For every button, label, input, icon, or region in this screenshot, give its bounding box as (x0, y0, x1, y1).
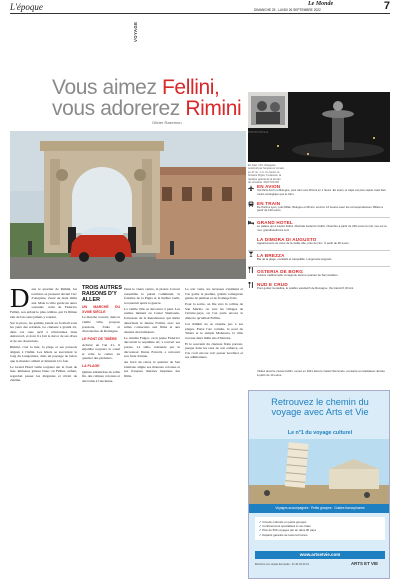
ad-footer-text: Brochure sur simple demande : 01 40 43 20 21 (255, 563, 310, 566)
ad-banner: Voyages accompagnés · Petits groupes · Guides francophones (249, 504, 390, 513)
headline-highlight-1: Fellini, (162, 76, 220, 99)
ad-photo-pisa (249, 439, 390, 505)
paragraph: Le soir venu, les terrasses s'animent et l'on goûte la piadina, galette romagnole garnie de jambon et de fromage frais. (185, 287, 243, 301)
caption-line: fontaine Pigna. Ci-dessus, la (248, 174, 282, 178)
visit-tip: Visitez aussi le musée Fellini, ouvert en 2021 dans le Castel Sismondo, consacré au réalisateur. Entrée à partir de 10 euros. (257, 369, 385, 377)
ad-benefits-list (255, 517, 385, 540)
info-title: LA BREZZA (257, 252, 285, 258)
paragraph: Sur la place, les gamins jouent au football sous les yeux des retraités. Le cinéaste a grandi ici, dans ces rues qu'il a réinventées dans Amarcord, et dont il a fait le décor de ses rêves et de ses obsessions. (10, 320, 77, 343)
sidebar-title: TROIS AUTRES RAISONS D'Y ALLER (82, 285, 122, 304)
info-item-train (248, 201, 390, 213)
caption-line: en 27 av. J.-C. Ci-contre, la (248, 170, 280, 174)
info-item-dimora (248, 237, 390, 246)
section-title: L'époque (10, 2, 43, 12)
info-text: De Paris à Lyon, puis Milan, Bologne et Rimini, environ 12 heures avec les correspondances. Billets à partir de 120 euros. (257, 204, 383, 212)
airplane-icon (248, 185, 254, 191)
paragraph: Quinze kilomètres de sable fin, des cabines colorées et des bains à l'ancienne. (82, 369, 121, 383)
info-item-la-brezza (248, 250, 390, 262)
caption-line: du cimetière. PHOTOS DR (248, 181, 279, 185)
photo-arch-of-augustus (10, 131, 246, 279)
list-item: ✔ Plus de 500 voyages par an dans 90 pays (259, 528, 381, 532)
cocktail-icon (248, 251, 254, 257)
paragraph: Rimini, c'est la mer, la plage et ses parasols alignés à l'infini. Les hôtels se succèdent le long du Lungomare, dans un paysage de béton que le maestro aimait et détestait à la fois. (10, 344, 77, 363)
photo-caption (248, 164, 318, 184)
info-item-grand-hotel (248, 217, 390, 232)
info-text: Le palace qui a inspiré Fellini. Piazzale Federico Fellini. Chambre à partir de 200 euros la nuit, vue sur la mer. grandhotelrimini.com (257, 224, 387, 232)
paragraph: La vieille ville se découvre à pied. Les ruelles mènent au Castel Sismondo, forteresse de la Renaissance qui abrite désormais le musée Fellini, avec ses salles consacrées aux films et aux dessins du réalisateur. (124, 306, 180, 334)
paragraph: Achevé en l'an 21, il enjambe toujours le canal et relie le centre au quartier des pêcheurs. (82, 342, 120, 361)
info-item-nud-e-crud (248, 282, 390, 291)
info-text: Cuisine traditionnelle romagnole dans le quartier de San Giuliano. (257, 272, 339, 277)
info-item-osteria (248, 266, 390, 278)
cutlery-icon (248, 267, 254, 273)
info-text: Pour goûter la piadina, le célèbre sandwich de Romagne. Via Cairoli 8, Rimini. (257, 285, 354, 290)
sidebar-reasons (82, 302, 120, 385)
caption-line: réplique géante de la Ferrari (248, 177, 281, 181)
paragraph: Car Rimini ne se résume pas à ses plages. Entre l'arc romain, le pont de Tibère et le temple Malatesta, la ville raconte deux mille ans d'histoire. (185, 321, 243, 340)
article-column-4 (185, 287, 243, 361)
paragraph: Pour la sortie, on file vers la colline de San Marino ou vers les villages de l'arrière-pays, où l'on parle encore le dialecte qu'aimait Fellini. (185, 302, 243, 320)
ad-subline: Le n°1 du voyage culturel (287, 430, 353, 436)
headline-line-1-text: Vous aimez (52, 76, 162, 99)
info-title: GRAND HOTEL (257, 220, 293, 225)
article-column-3 (124, 287, 180, 380)
bed-icon (248, 219, 254, 225)
headline-line-2-text: vous adorerez (52, 97, 186, 120)
headline-line-2 (52, 98, 262, 119)
caption-line: construit par l'empereur romain, (248, 167, 285, 171)
article-column-1 (10, 283, 77, 384)
caption-line: En haut, l'Arc d'Auguste, (248, 164, 277, 167)
list-item: ✔ Départs garantis de toute la France (259, 533, 381, 537)
paragraph: Le marché couvert, dans la vieille ville, propose poissons, fruits et charcuteries de Romagne. (82, 315, 120, 334)
article-author: Olivier Razemon (152, 120, 182, 125)
headline-highlight-2: Rimini (185, 97, 242, 120)
article-kicker: VOYAGE (133, 21, 138, 42)
ad-website-link[interactable]: www.artsetvie.com (255, 551, 385, 559)
info-title: EN AVION (257, 184, 281, 189)
train-icon (248, 201, 254, 207)
paragraph: Le cinéma Fulgor, où le jeune Federico découvrit le septième art, a rouvert ses portes. La salle, restaurée par le décorateur Dante Ferretti, a retrouvé son faste d'antan. (124, 335, 180, 359)
paragraph: Le Grand Hotel veille toujours sur le front de mer, immense gâteau blanc où Fellini, enfant, regardait passer les élégantes et rêvait de cinéma. (10, 364, 77, 383)
advertisement-arts-et-vie[interactable] (248, 390, 390, 579)
info-title: LA DIMORA DI AUGUSTO (257, 236, 317, 242)
subheading: LE PONT DE TIBÈRE (82, 336, 117, 341)
page-number: 7 (383, 0, 390, 12)
cutlery-icon (248, 282, 254, 288)
paragraph: Dans le vieux centre, la piazza Cavour rassemble le palais communal, la fontaine de la Pigna et le théâtre Galli, reconstruit après la guerre. (124, 287, 180, 305)
subheading: UN MARCHÉ DU XVIIIE SIÈCLE (82, 305, 120, 314)
newspaper-logo: Le Monde (308, 1, 334, 7)
ad-headline: Retrouvez le chemin du voyage avec Arts et Vie (271, 397, 369, 418)
ad-brand-logo: ARTS ET VIE (351, 561, 379, 566)
list-item: ✔ Circuits culturels en petits groupes (259, 520, 381, 524)
info-text: Vol Paris-Forlì ou Bologne, puis train vers Rimini en 1 heure. En avion, le trajet est plus rapide mais bien moins écologique que le train. (257, 188, 387, 196)
paragraph: Et le souvenir du cinéaste flotte partout, jusque dans les rues de son enfance, où l'on croit encore voir passer Gradisca et ses admirateurs. (185, 341, 243, 360)
info-item-plane (248, 184, 390, 196)
list-item: ✔ Conférenciers spécialisés à vos côtés (259, 524, 381, 528)
paragraph: ans le quartier de Rimini, les touristes se pressent devant l'arc d'Auguste, vieux de deux mille ans. Mais la ville garde un autre souvenir, celui de Federico Fellini, son enfant le plus célèbre, qui l'a filmée tant de fois sans jamais y tourner. (10, 287, 77, 319)
paragraph: Au bord du canal, le quartier de San Giuliano aligne ses maisons colorées et ses fresques murales inspirées des films. (124, 360, 180, 378)
info-title: NUD E CRUD (257, 281, 288, 287)
issue-date: DIMANCHE 25 - LUNDI 26 SEPTEMBRE 2022 (254, 8, 321, 12)
info-text: Appartements au cœur de la vieille ville, près de l'arc. À partir de 90 euros. (257, 240, 350, 245)
subheading: LA PLAGE (82, 363, 100, 368)
article-headline (52, 77, 262, 119)
photo-credit: PHOTO FOTOLIA (248, 131, 269, 134)
headline-line-1 (52, 77, 262, 98)
info-text: Bar de la plage, cocktails et tranquillité. Lungomare Augusto. (257, 256, 333, 261)
info-title: OSTERIA DE BORG (257, 268, 303, 274)
info-title: EN TRAIN (257, 200, 281, 206)
practical-info-list (248, 184, 390, 295)
drop-cap: D (10, 283, 30, 313)
photo-night-fountain (248, 92, 390, 162)
page-header (10, 0, 390, 14)
